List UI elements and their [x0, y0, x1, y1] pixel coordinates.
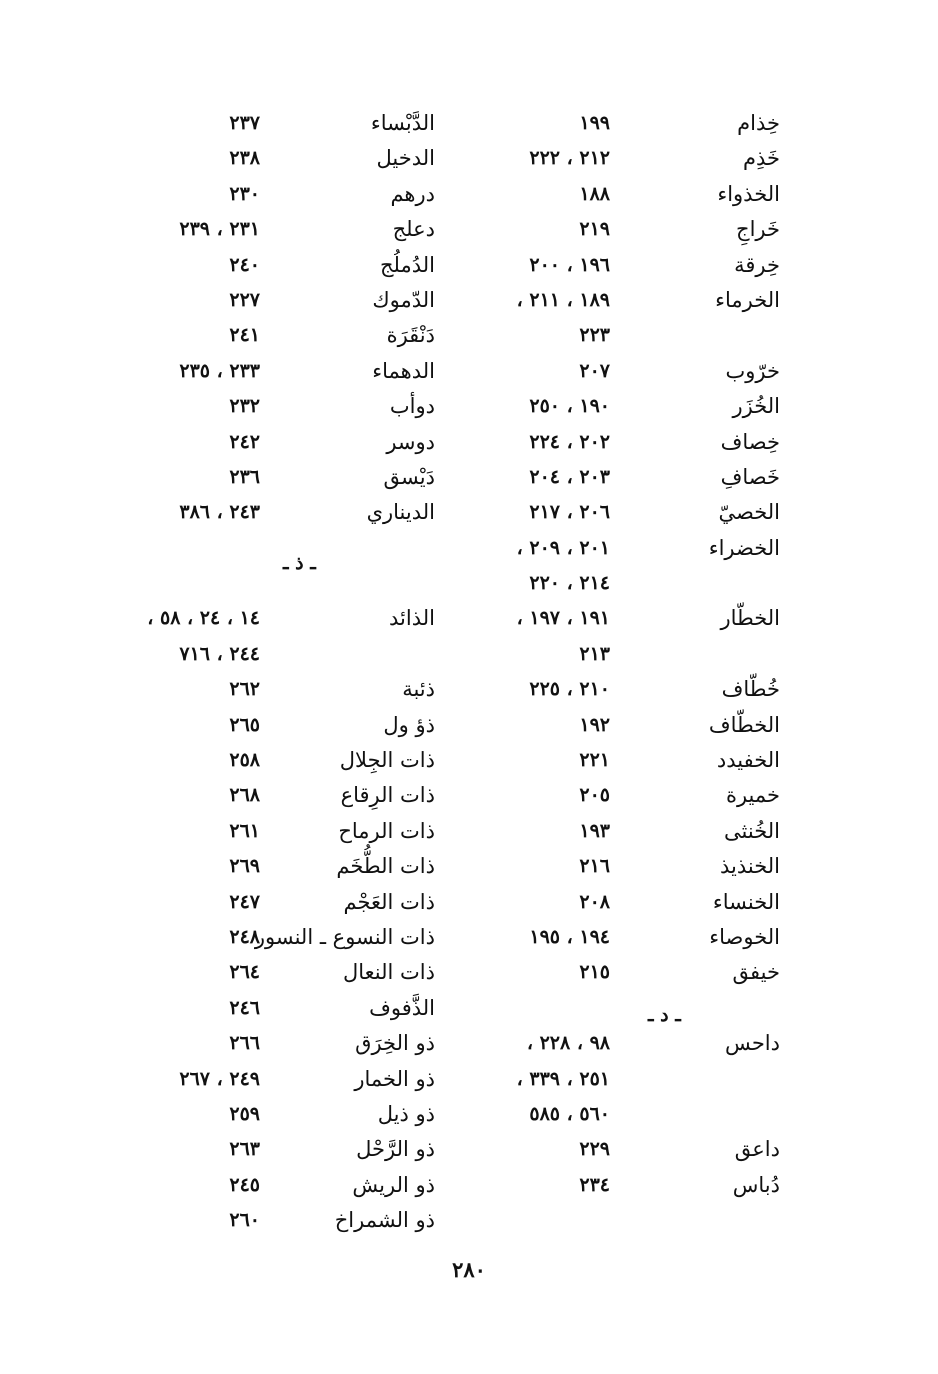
entry-page-refs: ٢٤٠	[229, 253, 260, 276]
entry-page-refs: ٢٤١	[229, 324, 260, 347]
index-entry	[440, 568, 790, 603]
index-entry	[95, 250, 440, 285]
entry-term: الخرماء	[715, 287, 780, 312]
entry-term: الذائد	[389, 606, 435, 631]
index-entry	[95, 285, 440, 320]
index-entry	[95, 497, 440, 532]
index-entry	[95, 391, 440, 426]
entry-page-refs: ٢٣٦	[229, 465, 260, 488]
page-number: ٢٨٠	[452, 1257, 486, 1282]
entry-term: ذو الخمار	[354, 1066, 435, 1091]
entry-page-refs: ٢٥٩	[229, 1102, 260, 1125]
index-entry	[95, 674, 440, 709]
index-entry	[95, 108, 440, 143]
entry-page-refs: ٢٠٧	[579, 359, 610, 382]
index-entry	[95, 710, 440, 745]
index-entry	[95, 462, 440, 497]
index-entry	[95, 214, 440, 249]
index-entry	[440, 179, 790, 214]
entry-term: داحس	[725, 1031, 780, 1056]
entry-page-refs: ٢١٣	[579, 642, 610, 665]
entry-term: ذو الرَّحْل	[356, 1137, 435, 1162]
entry-page-refs: ٢٤٦	[229, 996, 260, 1019]
entry-page-refs: ٢٣٣ ، ٢٣٥	[179, 359, 260, 382]
entry-term: ذؤ ول	[383, 712, 435, 737]
index-entry	[440, 250, 790, 285]
entry-page-refs: ٢٦٠	[229, 1209, 260, 1232]
index-entry	[95, 1205, 440, 1240]
entry-page-refs: ٥٦٠ ، ٥٨٥	[529, 1102, 610, 1125]
entry-term: الخفيدد	[716, 748, 780, 773]
entry-page-refs: ٢٤٨	[229, 925, 260, 948]
index-entry	[440, 391, 790, 426]
entry-term: الخوصاء	[709, 924, 780, 949]
index-entry	[440, 427, 790, 462]
index-entry	[95, 780, 440, 815]
entry-page-refs: ٢٤٧	[229, 890, 260, 913]
entry-term: خرّوب	[725, 358, 780, 383]
entry-term: خَصافِ	[720, 464, 780, 489]
section-heading-dal: ـ د ـ	[648, 1004, 681, 1026]
entry-page-refs: ٢٦٢	[229, 678, 260, 701]
entry-term: ذو الشمراخ	[334, 1208, 435, 1233]
index-entry	[95, 957, 440, 992]
index-entry	[95, 993, 440, 1028]
entry-term: الخضراء	[708, 535, 780, 560]
entry-term: دوأب	[389, 394, 435, 419]
entry-term: الخصيّ	[718, 500, 780, 525]
entry-term: الذَّفوف	[369, 995, 435, 1020]
entry-page-refs: ٢١٠ ، ٢٢٥	[529, 678, 610, 701]
entry-page-refs: ٢٢٣	[579, 324, 610, 347]
entry-page-refs: ٢٠٣ ، ٢٠٤	[529, 465, 610, 488]
index-entry	[440, 816, 790, 851]
entry-page-refs: ٢٥١ ، ٣٣٩ ،	[516, 1067, 610, 1090]
entry-page-refs: ٢٠٥	[579, 784, 610, 807]
entry-page-refs: ٢٣٨	[229, 147, 260, 170]
entry-term: الخُزَر	[732, 394, 780, 419]
entry-page-refs: ٢١٩	[579, 218, 610, 241]
index-entry	[95, 851, 440, 886]
index-entry	[440, 143, 790, 178]
entry-term: ذات النسوع ـ النسور	[254, 924, 435, 949]
index-entry	[95, 179, 440, 214]
index-entry	[95, 816, 440, 851]
entry-term: ذات النعال	[343, 960, 435, 985]
index-entry	[440, 1170, 790, 1205]
index-entry	[440, 780, 790, 815]
entry-page-refs: ٢٣٢	[229, 395, 260, 418]
entry-page-refs: ١٩١ ، ١٩٧ ،	[516, 607, 610, 630]
entry-term: الخنساء	[712, 889, 780, 914]
index-entry	[95, 603, 440, 638]
index-entry	[440, 674, 790, 709]
entry-page-refs: ٢٦٣	[229, 1138, 260, 1161]
entry-page-refs: ٢٦١	[229, 819, 260, 842]
index-entry	[440, 285, 790, 320]
index-entry	[95, 1028, 440, 1063]
entry-page-refs: ٢٦٤	[229, 961, 260, 984]
entry-page-refs: ٢٥٨	[229, 749, 260, 772]
index-entry	[440, 214, 790, 249]
entry-term: الخطّاف	[708, 712, 780, 737]
entry-page-refs: ١٩٠ ، ٢٥٠	[529, 395, 610, 418]
index-entry	[440, 851, 790, 886]
index-entry	[440, 639, 790, 674]
entry-page-refs: ١٨٩ ، ٢١١ ،	[516, 288, 610, 311]
index-entry	[95, 356, 440, 391]
index-entry	[440, 993, 790, 1028]
entry-term: ذئبة	[402, 677, 435, 702]
entry-page-refs: ٢٠٢ ، ٢٢٤	[529, 430, 610, 453]
index-entry	[95, 320, 440, 355]
entry-term: دُباس	[732, 1172, 780, 1197]
entry-page-refs: ٢٦٦	[229, 1032, 260, 1055]
entry-page-refs: ٢٦٥	[229, 713, 260, 736]
entry-term: ذات الطُّخَم	[336, 854, 435, 879]
index-entry	[440, 710, 790, 745]
index-entry	[95, 1170, 440, 1205]
entry-term: ذو الخِرَق	[355, 1031, 435, 1056]
entry-term: ذات الجِلال	[339, 748, 435, 773]
entry-page-refs: ١٨٨	[579, 182, 610, 205]
entry-term: خُطّاف	[721, 677, 780, 702]
entry-page-refs: ١٩٣	[579, 819, 610, 842]
entry-term: دوسر	[386, 429, 435, 454]
entry-page-refs: ٢٠١ ، ٢٠٩ ،	[516, 536, 610, 559]
index-column-right	[440, 108, 790, 1205]
entry-term: خَذِم	[742, 146, 780, 171]
index-entry	[440, 1064, 790, 1099]
entry-term: الخُنثى	[724, 818, 780, 843]
section-heading-dhal: ـ ذ ـ	[283, 552, 316, 574]
entry-term: الدّموك	[372, 287, 435, 312]
entry-page-refs: ٢٢٩	[579, 1138, 610, 1161]
index-entry	[440, 533, 790, 568]
entry-term: الدخيل	[376, 146, 435, 171]
entry-term: ذات الرِقاع	[340, 783, 435, 808]
entry-page-refs: ١٩٦ ، ٢٠٠	[529, 253, 610, 276]
index-entry	[95, 427, 440, 462]
entry-term: الدهماء	[372, 358, 435, 383]
entry-term: الدُملُج	[379, 252, 435, 277]
index-entry	[440, 108, 790, 143]
entry-page-refs: ٢٣٤	[579, 1173, 610, 1196]
index-entry	[440, 1134, 790, 1169]
entry-term: الدَّبْساء	[370, 111, 435, 135]
index-entry	[440, 957, 790, 992]
index-entry	[440, 356, 790, 391]
entry-page-refs: ٢٣٧	[229, 112, 260, 134]
entry-page-refs: ١٤ ، ٢٤ ، ٥٨ ،	[147, 607, 260, 630]
entry-term: ذو ذيل	[377, 1101, 435, 1126]
index-entry	[95, 568, 440, 603]
index-entry	[95, 1064, 440, 1099]
index-entry	[440, 1028, 790, 1063]
entry-term: الديناري	[366, 500, 435, 525]
entry-term: ذات العَجْم	[343, 889, 435, 914]
entry-term: دَنْقَرَة	[386, 323, 435, 348]
entry-page-refs: ٢١٦	[579, 855, 610, 878]
entry-term: داعق	[734, 1137, 780, 1162]
entry-term: خِصاف	[720, 429, 780, 454]
index-entry	[95, 1134, 440, 1169]
index-entry	[440, 603, 790, 638]
entry-page-refs: ٢٤٤ ، ٧١٦	[179, 642, 260, 665]
index-entry	[440, 922, 790, 957]
entry-page-refs: ٢٣١ ، ٢٣٩	[179, 218, 260, 241]
entry-page-refs: ٢١٥	[579, 961, 610, 984]
entry-term: خِذام	[737, 111, 780, 135]
entry-page-refs: ٢٢١	[579, 749, 610, 772]
index-entry	[440, 462, 790, 497]
entry-page-refs: ٢٣٠	[229, 182, 260, 205]
index-entry	[440, 745, 790, 780]
index-entry	[440, 497, 790, 532]
entry-page-refs: ٢٤٢	[229, 430, 260, 453]
entry-page-refs: ٢٤٩ ، ٢٦٧	[179, 1067, 260, 1090]
index-entry	[95, 533, 440, 568]
index-entry	[440, 320, 790, 355]
index-entry	[95, 922, 440, 957]
entry-page-refs: ١٩٤ ، ١٩٥	[529, 925, 610, 948]
entry-term: خِرقة	[734, 252, 780, 277]
entry-term: خميرة	[725, 783, 780, 808]
index-entry	[95, 1099, 440, 1134]
index-entry	[95, 745, 440, 780]
index-entry	[440, 1099, 790, 1134]
entry-page-refs: ٢٤٣ ، ٣٨٦	[179, 501, 260, 524]
index-entry	[95, 143, 440, 178]
entry-page-refs: ١٩٢	[579, 713, 610, 736]
entry-page-refs: ٢٦٩	[229, 855, 260, 878]
entry-page-refs: ٢١٢ ، ٢٢٢	[529, 147, 610, 170]
entry-term: الخطّار	[720, 606, 780, 631]
entry-page-refs: ٢٤٥	[229, 1173, 260, 1196]
entry-term: درهم	[390, 181, 435, 206]
entry-term: خيفق	[732, 960, 780, 985]
index-column-left	[95, 108, 440, 1241]
index-entry	[440, 887, 790, 922]
entry-page-refs: ٩٨ ، ٢٢٨ ،	[526, 1032, 610, 1055]
entry-term: الخنذيذ	[719, 854, 780, 879]
entry-term: خَراجِ	[736, 217, 780, 242]
index-entry	[95, 639, 440, 674]
entry-page-refs: ٢٠٨	[579, 890, 610, 913]
entry-term: دعلج	[392, 217, 435, 242]
entry-page-refs: ٢١٤ ، ٢٢٠	[529, 572, 610, 595]
entry-term: الخذواء	[717, 181, 780, 206]
entry-page-refs: ١٩٩	[579, 112, 610, 134]
entry-page-refs: ٢٦٨	[229, 784, 260, 807]
entry-term: ذات الرماح	[338, 818, 435, 843]
entry-page-refs: ٢٠٦ ، ٢١٧	[529, 501, 610, 524]
entry-term: ذو الريش	[352, 1172, 435, 1197]
entry-page-refs: ٢٢٧	[229, 288, 260, 311]
index-entry	[95, 887, 440, 922]
entry-term: دَيْسق	[383, 464, 435, 489]
